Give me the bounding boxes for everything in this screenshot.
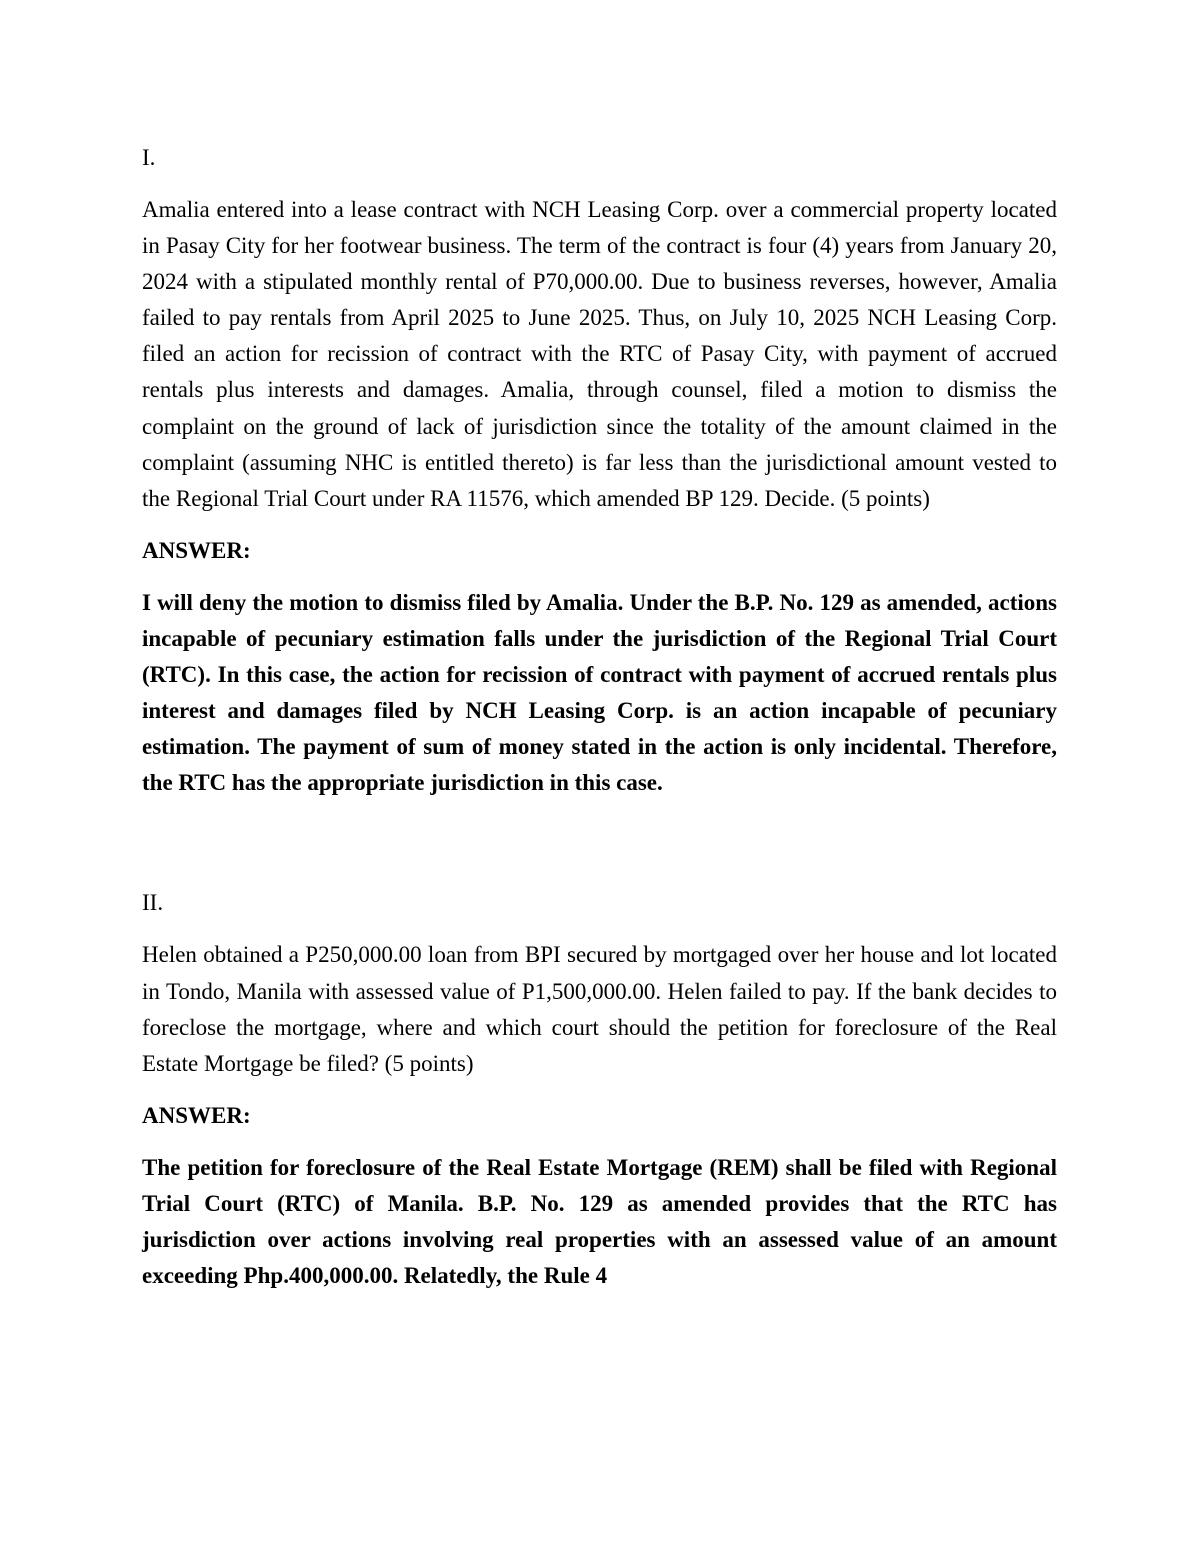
- section-1-answer: I will deny the motion to dismiss filed by Amalia. Under the B.P. No. 129 as amended, actions incapable of pecuniary estimation falls under the jurisdiction of the Regional Trial Court (RTC). In this case, the action for recission of contract with payment of accrued rentals plus interest and damages filed by NCH Leasing Corp. is an action incapable of pecuniary estimation. The payment of sum of money stated in the action is only incidental. Therefore, the RTC has the appropriate jurisdiction in this case.: [142, 589, 1057, 796]
- section-1-numeral: I.: [142, 145, 156, 170]
- section-2-numeral: II.: [142, 890, 164, 916]
- section-2-answer: The petition for foreclosure of the Real Estate Mortgage (REM) shall be filed with Regional Trial Court (RTC) of Manila. B.P. No. 129 as amended provides that the RTC has jurisdiction over actions involving real properties with an assessed value of an amount exceeding Php.400,000.00. Relatedly, the Rule 4: [142, 1154, 1057, 1289]
- section-1-question: Amalia entered into a lease contract with NCH Leasing Corp. over a commercial property located in Pasay City for her footwear business. The term of the contract is four (4) years from January 20, 2024 with a stipulated monthly rental of P70,000.00. Due to business reverses, however, Amalia failed to pay rentals from April 2025 to June 2025. Thus, on July 10, 2025 NCH Leasing Corp. filed an action for recission of contract with the RTC of Pasay City, with payment of accrued rentals plus interests and damages. Amalia, through counsel, filed a motion to dismiss the complaint on the ground of lack of jurisdiction since the totality of the amount claimed in the complaint (assuming NHC is entitled thereto) is far less than the jurisdictional amount vested to the Regional Trial Court under RA 11576, which amended BP 129. Decide. (5 points): [142, 197, 1057, 511]
- document-page: [142, 140, 1057, 1294]
- section-2-question: Helen obtained a P250,000.00 loan from BPI secured by mortgaged over her house and lot located in Tondo, Manila with assessed value of P1,500,000.00. Helen failed to pay. If the bank decides to foreclose the mortgage, where and which court should the petition for foreclosure of the Real Estate Mortgage be filed? (5 points): [142, 942, 1057, 1076]
- section-2-answer-label: ANSWER:: [142, 1102, 251, 1128]
- section-1-answer-label: ANSWER:: [142, 537, 251, 563]
